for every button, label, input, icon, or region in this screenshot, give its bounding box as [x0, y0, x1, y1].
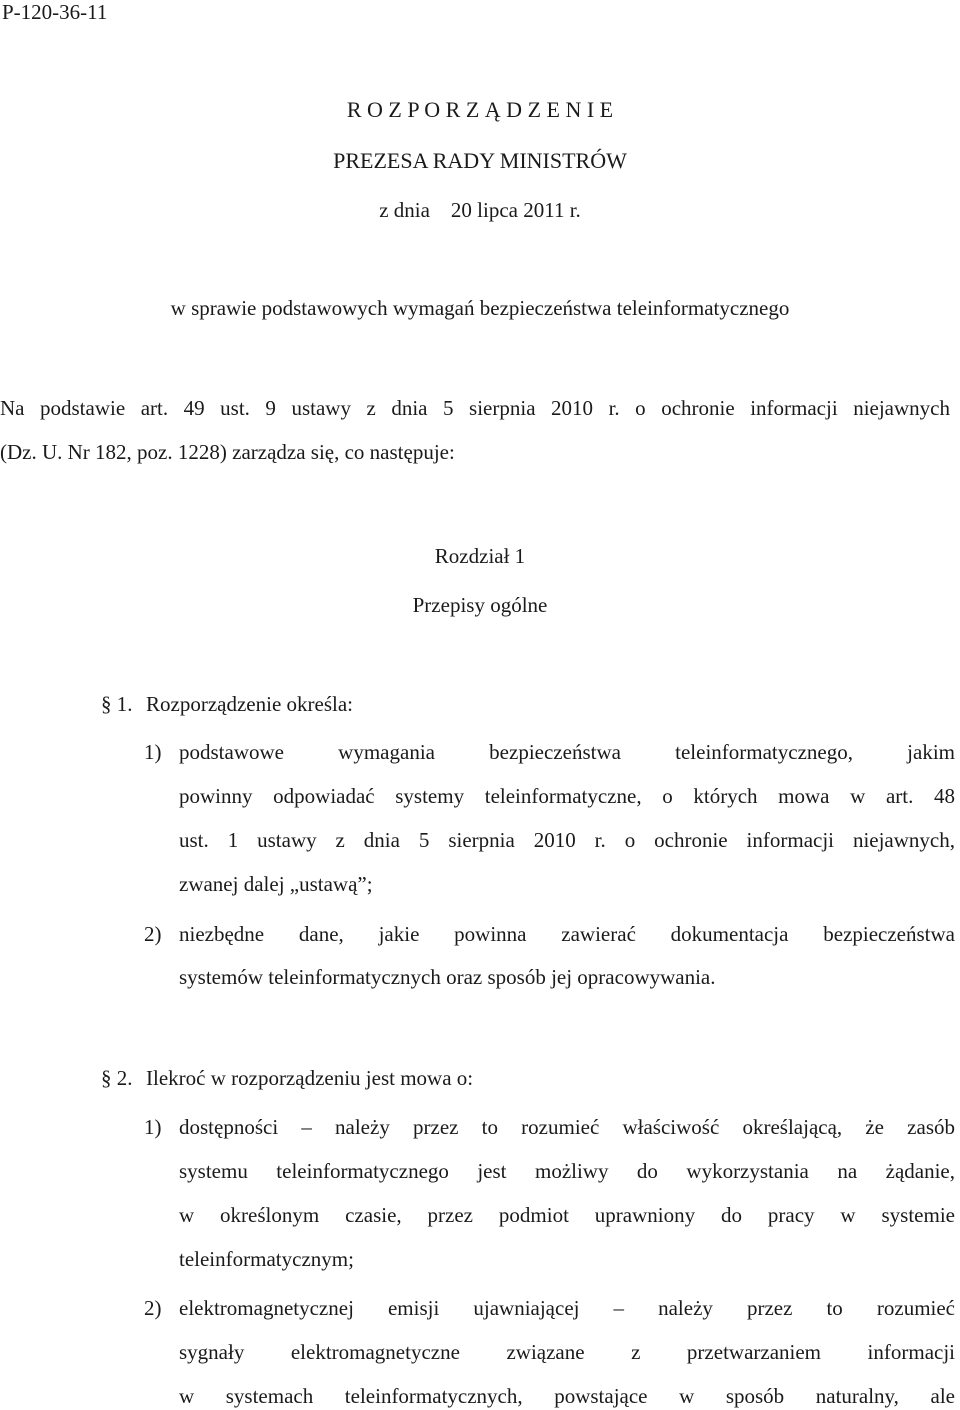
preamble-line-2: (Dz. U. Nr 182, poz. 1228) zarządza się, co następuje:: [0, 440, 455, 464]
document-subject: w sprawie podstawowych wymagań bezpieczeństwa teleinformatycznego: [170, 296, 790, 320]
section-1-mark: § 1.: [101, 692, 133, 716]
section-2-item-1-line-3: w określonym czasie, przez podmiot uprawniony do pracy w systemie: [179, 1203, 955, 1227]
section-1-item-1-line-3: ust. 1 ustawy z dnia 5 sierpnia 2010 r. o ochronie informacji niejawnych,: [179, 828, 955, 852]
document-id: P-120-36-11: [2, 0, 108, 24]
section-2-item-1-line-1: dostępności – należy przez to rozumieć właściwość określającą, że zasób: [179, 1115, 955, 1139]
section-1-item-2-number: 2): [144, 922, 162, 946]
issuer: PREZESA RADY MINISTRÓW: [333, 148, 627, 173]
section-2-mark: § 2.: [101, 1066, 133, 1090]
section-2-item-2-line-1: elektromagnetycznej emisji ujawniającej – należy przez to rozumieć: [179, 1296, 955, 1320]
section-2-item-2-number: 2): [144, 1296, 162, 1320]
section-1-intro: Rozporządzenie określa:: [146, 692, 353, 716]
section-2-item-1-number: 1): [144, 1115, 162, 1139]
chapter-name: Przepisy ogólne: [412, 593, 548, 617]
section-1-item-1-line-2: powinny odpowiadać systemy teleinformatyczne, o których mowa w art. 48: [179, 784, 955, 808]
section-1-item-2-line-2: systemów teleinformatycznych oraz sposób jej opracowywania.: [179, 965, 716, 989]
section-1-item-1-line-1: podstawowe wymagania bezpieczeństwa teleinformatycznego, jakim: [179, 740, 955, 764]
section-1-item-1-number: 1): [144, 740, 162, 764]
section-2-item-1-line-4: teleinformatycznym;: [179, 1247, 354, 1271]
issue-date: z dnia 20 lipca 2011 r.: [379, 198, 581, 222]
document-title: R O Z P O R Z Ą D Z E N I E: [346, 97, 614, 122]
section-2-item-2-line-2: sygnały elektromagnetyczne związane z przetwarzaniem informacji: [179, 1340, 955, 1364]
chapter-label: Rozdział 1: [434, 544, 526, 568]
section-2-intro: Ilekroć w rozporządzeniu jest mowa o:: [146, 1066, 474, 1090]
section-2-item-1-line-2: systemu teleinformatycznego jest możliwy do wykorzystania na żądanie,: [179, 1159, 955, 1183]
section-1-item-2-line-1: niezbędne dane, jakie powinna zawierać dokumentacja bezpieczeństwa: [179, 922, 955, 946]
section-1-item-1-line-4: zwanej dalej „ustawą”;: [179, 872, 373, 896]
section-2-item-2-line-3: w systemach teleinformatycznych, powstające w sposób naturalny, ale: [179, 1384, 955, 1408]
preamble-line-1: Na podstawie art. 49 ust. 9 ustawy z dnia 5 sierpnia 2010 r. o ochronie informacji niejawnych: [0, 396, 950, 420]
